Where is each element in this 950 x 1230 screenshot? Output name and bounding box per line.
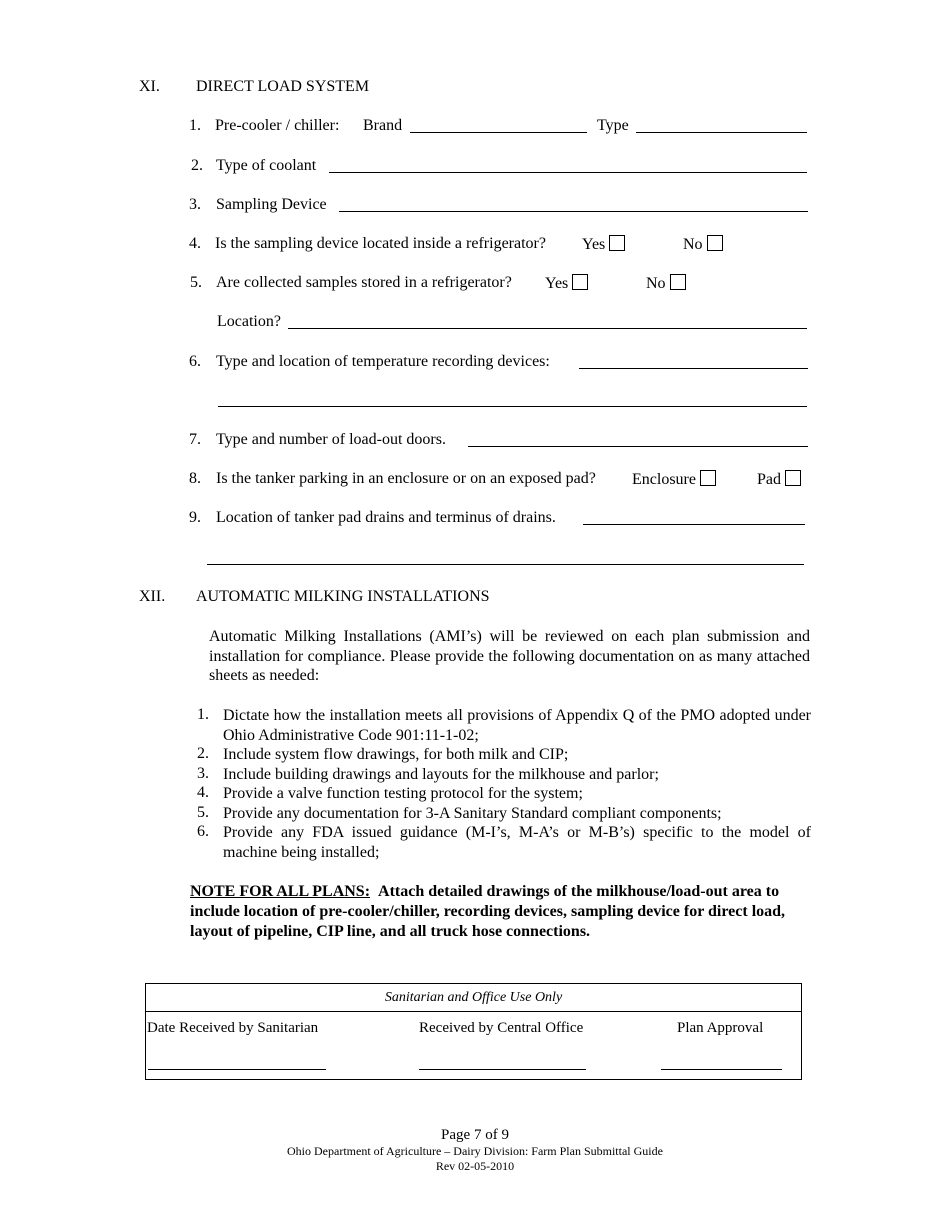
ami-intro-paragraph: Automatic Milking Installations (AMI’s) will be reviewed on each plan submission and installation for compliance. Please provide the following documentation on as many attached sheets as needed: <box>209 628 810 685</box>
section-11-number: XI. <box>139 78 160 95</box>
col-central-office: Received by Central Office <box>419 1020 584 1036</box>
item-1-number: 1. <box>189 117 201 134</box>
item-3-number: 3. <box>189 196 201 213</box>
item-6-number: 6. <box>189 353 201 370</box>
item-3-label: Sampling Device <box>216 196 327 213</box>
office-use-table <box>145 983 802 1080</box>
item-4-no-checkbox[interactable] <box>707 235 723 251</box>
item-4-no-label: No <box>683 236 703 253</box>
item-5-no-checkbox[interactable] <box>670 274 686 290</box>
ami-list-number-3: 3. <box>197 765 209 782</box>
col-plan-approval: Plan Approval <box>677 1020 764 1036</box>
ami-list-number-4: 4. <box>197 784 209 801</box>
brand-field[interactable] <box>410 132 587 133</box>
footer-revision: Rev 02-05-2010 <box>435 1159 515 1173</box>
item-4-number: 4. <box>189 235 201 252</box>
central-office-field[interactable] <box>419 1069 586 1070</box>
footer-organization: Ohio Department of Agriculture – Dairy Division: Farm Plan Submittal Guide <box>287 1144 663 1158</box>
col-date-received: Date Received by Sanitarian <box>147 1020 319 1036</box>
item-8-label: Is the tanker parking in an enclosure or on an exposed pad? <box>216 470 596 487</box>
item-1-label: Pre-cooler / chiller: <box>215 117 340 134</box>
ami-list-item-3: Include building drawings and layouts for the milkhouse and parlor; <box>223 766 659 783</box>
ami-list-item-1: Dictate how the installation meets all provisions of Appendix Q of the PMO adopted under Ohio Administrative Code 901:11-1-02; <box>223 707 811 744</box>
item-4-yes-label: Yes <box>582 236 606 253</box>
item-8-enclosure-checkbox[interactable] <box>700 470 716 486</box>
item-5-number: 5. <box>190 274 202 291</box>
item-8-enclosure <box>632 470 716 489</box>
note-label: NOTE FOR ALL PLANS: <box>190 883 371 900</box>
location-field[interactable] <box>288 328 807 329</box>
item-5-yes <box>545 274 588 293</box>
ami-list-item-6: Provide any FDA issued guidance (M-I’s, M-A’s or M-B’s) specific to the model of machine being installed; <box>223 824 811 861</box>
item-2-number: 2. <box>191 157 203 174</box>
item-5-no <box>646 274 686 293</box>
item-8-enclosure-label: Enclosure <box>632 471 696 488</box>
item-1-brand-label: Brand <box>363 117 403 134</box>
item-4-yes-checkbox[interactable] <box>609 235 625 251</box>
section-12-number: XII. <box>139 588 166 605</box>
item-7-number: 7. <box>189 431 201 448</box>
ami-list-number-5: 5. <box>197 804 209 821</box>
ami-list-number-1: 1. <box>197 706 209 723</box>
ami-list-item-5: Provide any documentation for 3-A Sanitary Standard compliant components; <box>223 805 722 822</box>
section-12-title: AUTOMATIC MILKING INSTALLATIONS <box>196 588 490 605</box>
office-use-title: Sanitarian and Office Use Only <box>146 984 801 1012</box>
item-8-pad-checkbox[interactable] <box>785 470 801 486</box>
load-out-doors-field[interactable] <box>468 446 808 447</box>
item-5-location-label: Location? <box>217 313 281 330</box>
note-text: Attach detailed drawings of the milkhouse/load-out area to include location of pre-cooler/chiller, recording devices, sampling device for direct load, layout of pipeline, CIP line, and all truck hose connections. <box>190 883 786 940</box>
pad-drains-field[interactable] <box>583 524 805 525</box>
item-5-no-label: No <box>646 275 666 292</box>
temperature-devices-field[interactable] <box>579 368 808 369</box>
temperature-devices-field-2[interactable] <box>218 406 807 407</box>
item-4-yes <box>582 235 625 254</box>
ami-list-number-2: 2. <box>197 745 209 762</box>
item-2-label: Type of coolant <box>216 157 317 174</box>
ami-list-item-4: Provide a valve function testing protocol for the system; <box>223 785 583 802</box>
section-11-title: DIRECT LOAD SYSTEM <box>196 78 370 95</box>
type-field[interactable] <box>636 132 807 133</box>
item-7-label: Type and number of load-out doors. <box>216 431 446 448</box>
plan-approval-field[interactable] <box>661 1069 782 1070</box>
item-1-type-label: Type <box>597 117 629 134</box>
coolant-field[interactable] <box>329 172 807 173</box>
item-9-number: 9. <box>189 509 201 526</box>
item-6-label: Type and location of temperature recording devices: <box>216 353 550 370</box>
item-8-pad-label: Pad <box>757 471 781 488</box>
sampling-device-field[interactable] <box>339 211 808 212</box>
ami-list-item-2: Include system flow drawings, for both milk and CIP; <box>223 746 569 763</box>
item-5-label: Are collected samples stored in a refrigerator? <box>216 274 512 291</box>
item-5-yes-label: Yes <box>545 275 569 292</box>
item-8-number: 8. <box>189 470 201 487</box>
item-5-yes-checkbox[interactable] <box>572 274 588 290</box>
item-4-label: Is the sampling device located inside a refrigerator? <box>215 235 546 252</box>
note-for-all-plans <box>190 882 810 942</box>
pad-drains-field-2[interactable] <box>207 564 804 565</box>
item-9-label: Location of tanker pad drains and terminus of drains. <box>216 509 556 526</box>
item-8-pad <box>757 470 801 489</box>
ami-list-number-6: 6. <box>197 823 209 840</box>
item-4-no <box>683 235 723 254</box>
date-received-field[interactable] <box>148 1069 326 1070</box>
footer-page-number: Page 7 of 9 <box>441 1127 509 1143</box>
